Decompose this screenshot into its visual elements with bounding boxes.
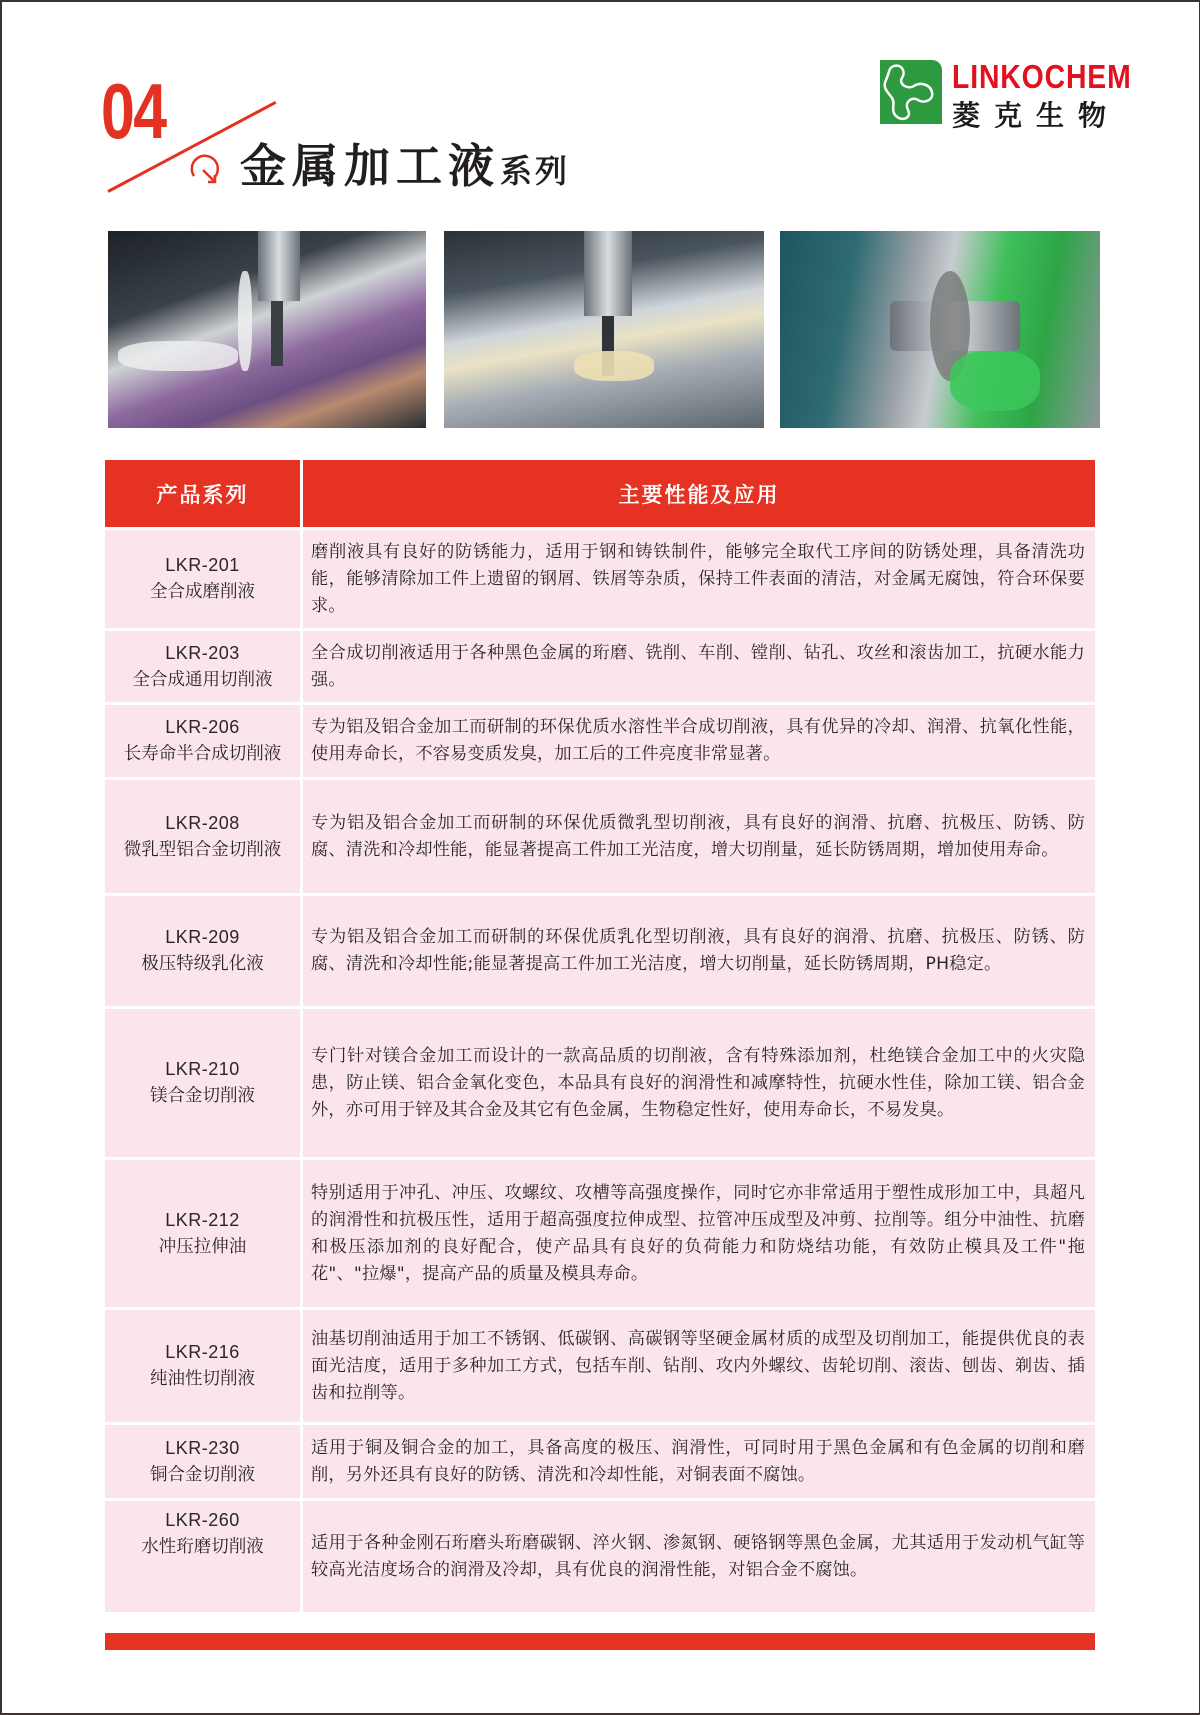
product-model: LKR-209 [165,927,240,947]
description-cell [303,530,1095,628]
product-description: 油基切削油适用于加工不锈钢、低碳钢、高碳钢等坚硬金属材质的成型及切削加工，能提供优良的表面光洁度，适用于多种加工方式，包括车削、钻削、攻内外螺纹、齿轮切削、滚齿、刨齿、剃齿、插齿和拉削等。 [311,1328,1085,1403]
table-row [105,1425,1095,1498]
product-cell [105,1310,300,1422]
table-row [105,896,1095,1006]
product-description: 适用于铜及铜合金的加工，具备高度的极压、润滑性，可同时用于黑色金属和有色金属的切削和磨削，另外还具有良好的防锈、清洗和冷却性能，对铜表面不腐蚀。 [311,1437,1085,1485]
table-row [105,1310,1095,1422]
product-description: 专门针对镁合金加工而设计的一款高品质的切削液，含有特殊添加剂，杜绝镁合金加工中的火灾隐患，防止镁、铝合金氧化变色，本品具有良好的润滑性和减摩特性，抗硬水性佳，除加工镁、铝合金外，亦可用于锌及其合金及其它有色金属，生物稳定性好，使用寿命长，不易发臭。 [311,1045,1085,1120]
section-title-main: 金属加工液 [240,139,500,193]
product-model: LKR-201 [165,555,240,575]
description-cell [303,1425,1095,1498]
table-row [105,1501,1095,1612]
table-row [105,780,1095,893]
product-name: 微乳型铝合金切削液 [123,839,282,860]
product-model: LKR-206 [165,717,240,737]
photo-lathe-green-fluid [780,231,1100,428]
product-name: 全合成磨削液 [150,582,255,602]
brand-logo [880,58,1140,132]
description-cell [303,1009,1095,1157]
product-model: LKR-208 [165,812,240,833]
product-description: 专为铝及铝合金加工而研制的环保优质乳化型切削液，具有良好的润滑、抗磨、抗极压、防锈、防腐、清洗和冷却性能;能显著提高工件加工光洁度，增大切削量，延长防锈周期，PH稳定。 [311,927,1085,974]
description-cell [303,705,1095,777]
product-cell [105,530,300,628]
product-cell [105,1009,300,1157]
product-table [105,460,1095,1612]
product-name: 纯油性切削液 [150,1369,255,1389]
circular-arrow-icon [184,152,224,188]
product-cell [105,631,300,702]
description-cell [303,1160,1095,1307]
product-model: LKR-230 [165,1437,240,1458]
product-cell [105,896,300,1006]
product-description: 适用于各种金刚石珩磨头珩磨碳钢、淬火钢、渗氮钢、硬铬钢等黑色金属，尤其适用于发动机气缸等较高光洁度场合的润滑及冷却，具有优良的润滑性能，对铝合金不腐蚀。 [311,1532,1085,1580]
product-cell [105,1425,300,1498]
photo-strip [108,231,1100,428]
product-name: 全合成通用切削液 [132,669,273,690]
logo-brand-cn: 菱克生物 [952,99,1121,132]
column-header-series: 产品系列 [105,460,300,527]
product-description: 专为铝及铝合金加工而研制的环保优质微乳型切削液，具有良好的润滑、抗磨、抗极压、防锈、防腐、清洗和冷却性能，能显著提高工件加工光洁度，增大切削量，延长防锈周期，增加使用寿命。 [311,812,1085,860]
description-cell [303,1501,1095,1612]
footer-bar [105,1633,1095,1650]
table-header [105,460,1095,527]
description-cell [303,780,1095,893]
section-number: 04 [101,67,166,155]
section-title [240,130,570,196]
product-name: 长寿命半合成切削液 [123,744,282,764]
product-name: 极压特级乳化液 [141,954,264,974]
description-cell [303,896,1095,1006]
product-model: LKR-210 [165,1059,240,1079]
product-model: LKR-212 [165,1209,240,1230]
table-row [105,1160,1095,1307]
product-name: 铜合金切削液 [150,1464,255,1485]
photo-milling-copper [108,231,426,428]
product-description: 专为铝及铝合金加工而研制的环保优质水溶性半合成切削液，具有优异的冷却、润滑、抗氧化性能，使用寿命长，不容易变质发臭，加工后的工件亮度非常显著。 [311,717,1085,764]
table-row [105,530,1095,628]
product-cell [105,1501,300,1612]
logo-mark-icon [880,60,942,124]
product-name: 水性珩磨切削液 [141,1537,264,1557]
product-cell [105,705,300,777]
product-cell [105,1160,300,1307]
product-cell [105,780,300,893]
product-description: 特别适用于冲孔、冲压、攻螺纹、攻槽等高强度操作，同时它亦非常适用于塑性成形加工中，具超凡的润滑性和抗极压性，适用于超高强度拉伸成型、拉管冲压成型及冲剪、拉削等。组分中油性、抗磨和极压添加剂的良好配合，使产品具有良好的负荷能力和防烧结功能，有效防止模具及工件"拖花"、"拉爆"，提高产品的质量及模具寿命。 [311,1182,1085,1284]
product-name: 镁合金切削液 [150,1086,255,1106]
product-model: LKR-216 [165,1342,240,1362]
photo-drilling-aluminum [444,231,764,428]
product-name: 冲压拉伸油 [158,1236,247,1257]
table-row [105,1009,1095,1157]
product-description: 全合成切削液适用于各种黑色金属的珩磨、铣削、车削、镗削、钻孔、攻丝和滚齿加工，抗硬水能力强。 [311,642,1085,690]
description-cell [303,1310,1095,1422]
column-header-performance: 主要性能及应用 [303,460,1095,527]
description-cell [303,631,1095,702]
table-row [105,705,1095,777]
table-row [105,631,1095,702]
product-model: LKR-203 [165,642,240,663]
product-description: 磨削液具有良好的防锈能力，适用于钢和铸铁制件，能够完全取代工序间的防锈处理，具备清洗功能，能够清除加工件上遗留的钢屑、铁屑等杂质，保持工件表面的清洁，对金属无腐蚀，符合环保要求。 [311,541,1085,616]
logo-brand-en: LINKOCHEM [952,58,1132,95]
product-model: LKR-260 [165,1510,240,1530]
section-title-suffix: 系列 [500,152,571,190]
